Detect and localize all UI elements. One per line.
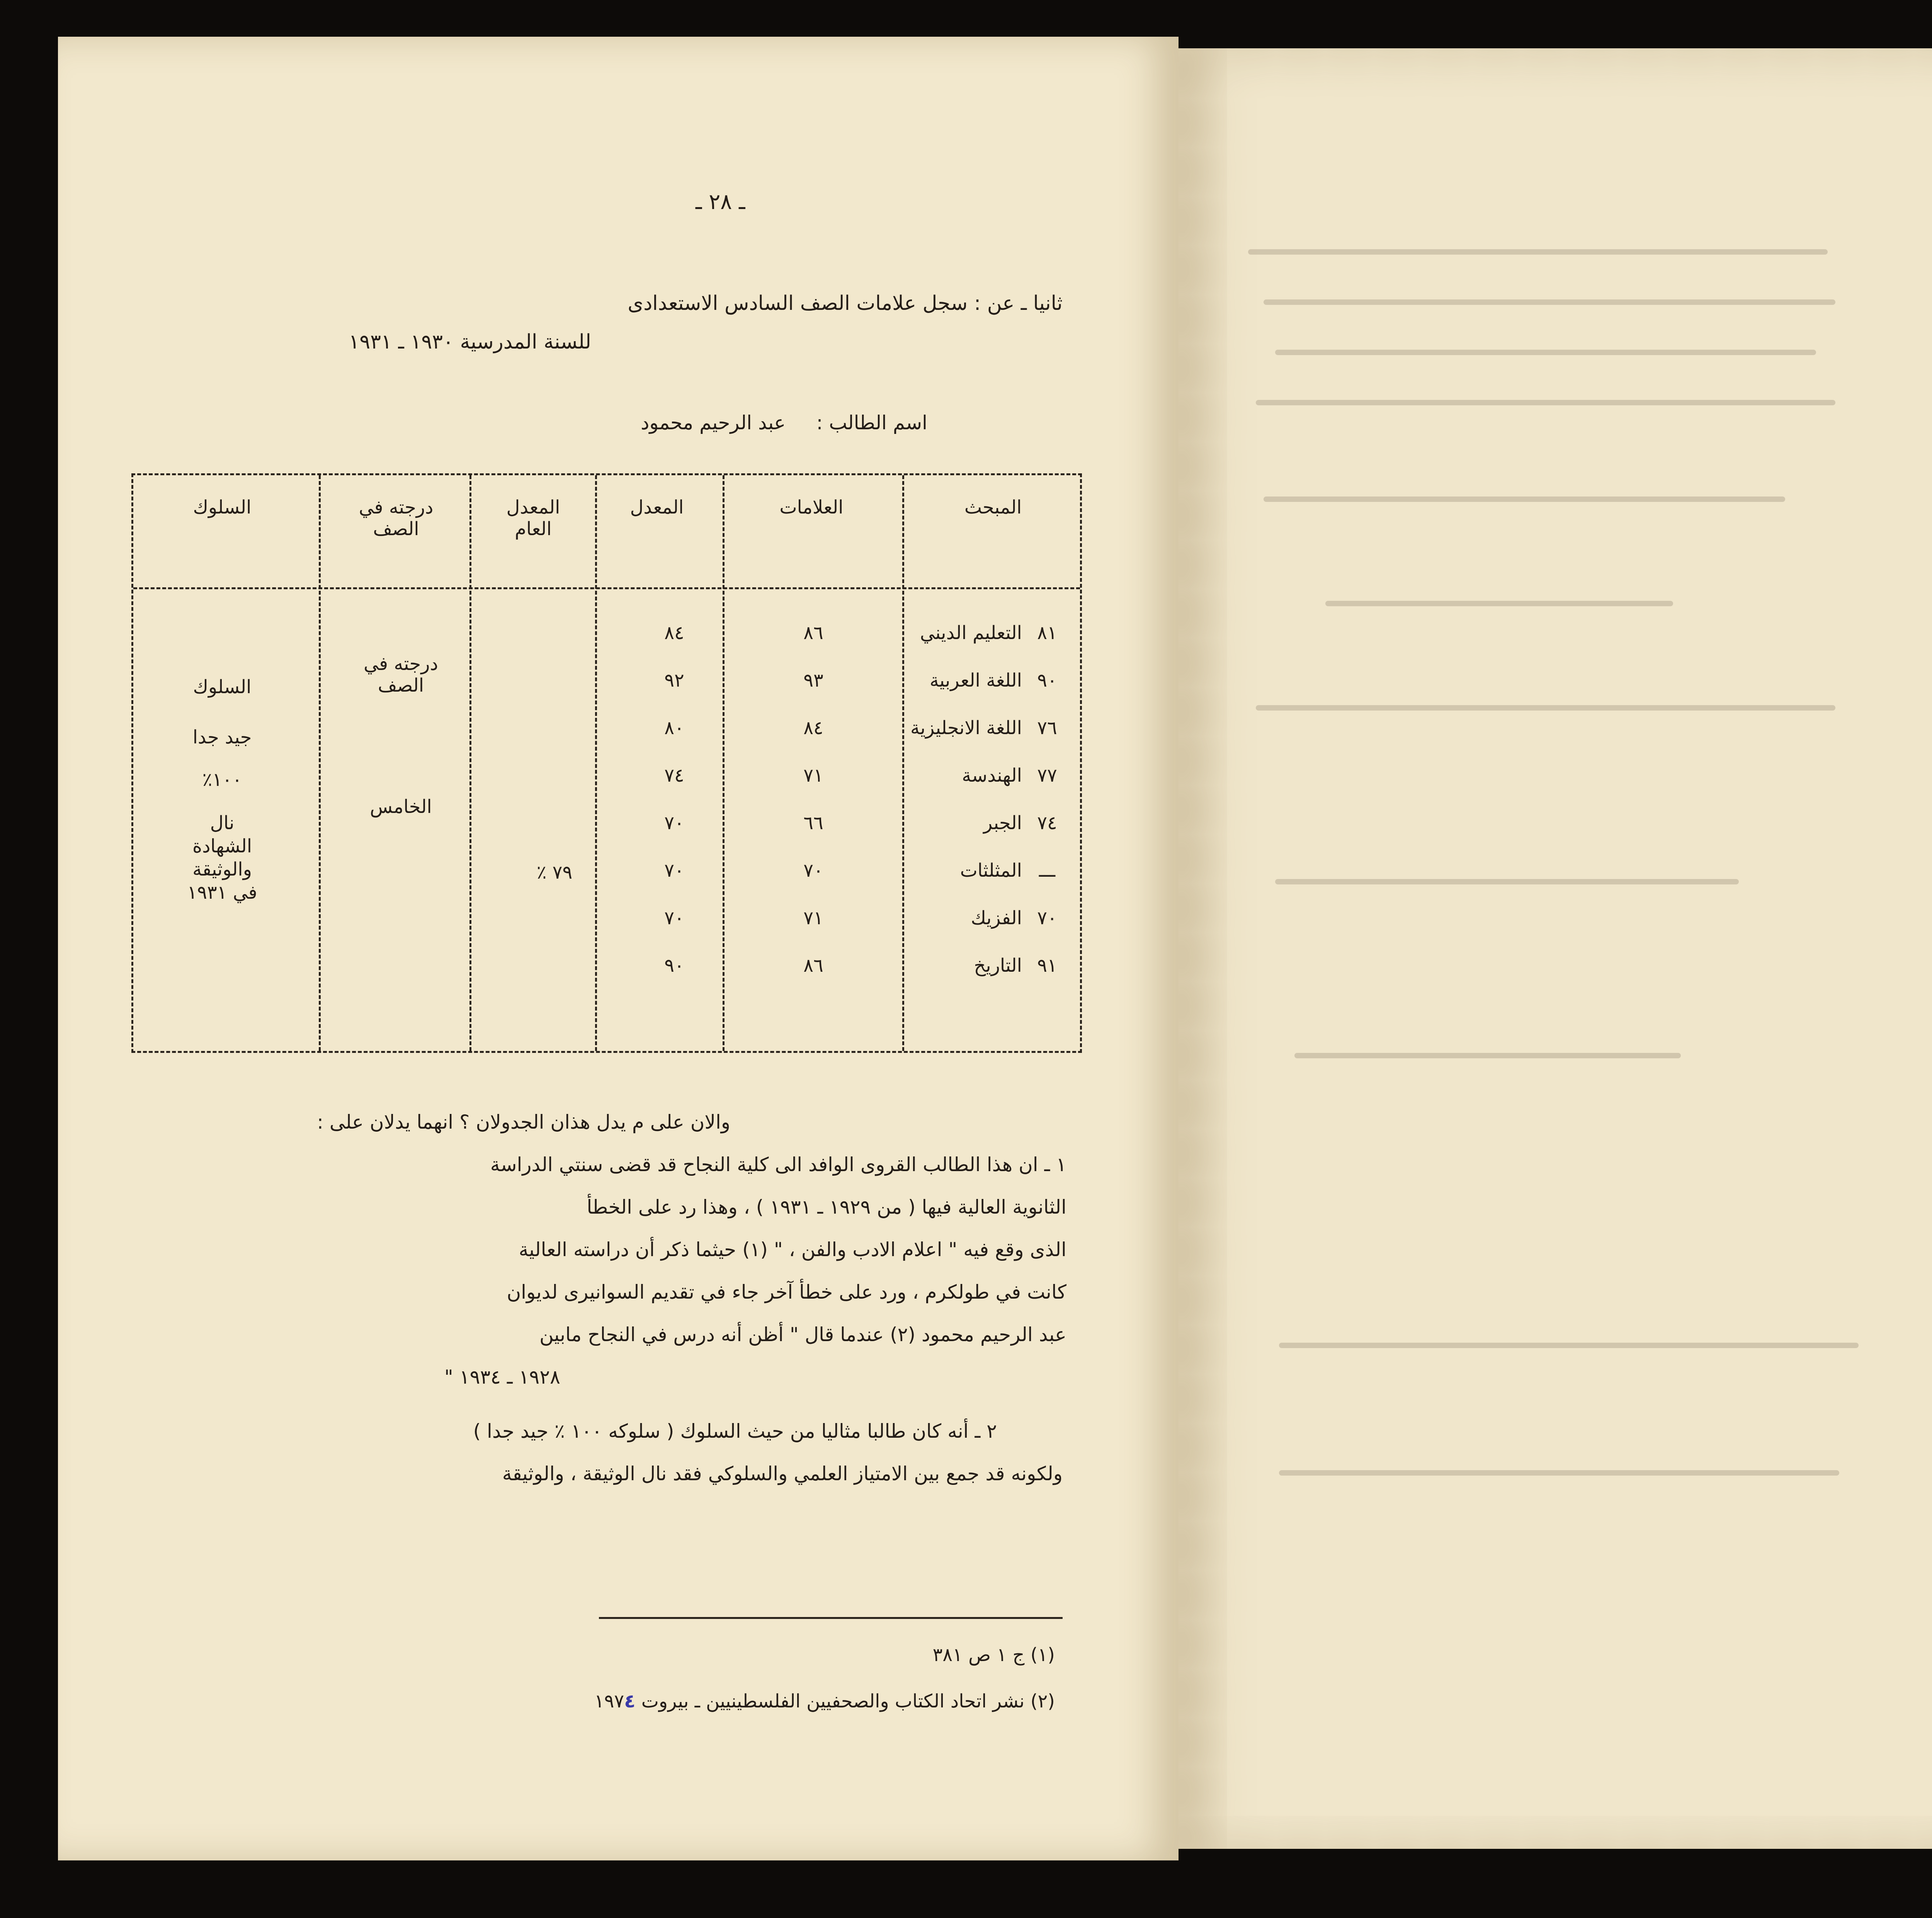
right-page xyxy=(1179,48,1932,1849)
subject-cell: المثلثات xyxy=(960,860,1022,881)
mark-cell: ٩٣ xyxy=(803,670,823,691)
subject-cell: التاريخ xyxy=(974,955,1022,976)
class-rank-value: الخامس xyxy=(370,796,432,818)
conduct-note: نال الشهادة والوثيقة في ١٩٣١ xyxy=(187,812,257,903)
col-divider xyxy=(595,475,597,1051)
mark-cell: ٩٠ xyxy=(1037,670,1057,691)
body-line: عبد الرحيم محمود (٢) عندما قال " أظن أنه درس في النجاح مابين xyxy=(539,1323,1066,1346)
average-cell: ٨٠ xyxy=(664,717,684,739)
mark-cell: ـــ xyxy=(1039,860,1056,881)
average-cell: ٧٠ xyxy=(664,812,684,834)
mark-cell: ٨٦ xyxy=(803,622,823,644)
grades-table xyxy=(131,473,1082,1053)
col-divider xyxy=(469,475,471,1051)
average-cell: ٩٢ xyxy=(664,670,684,691)
bleed-through xyxy=(1248,249,1828,255)
header-average: المعدل xyxy=(630,497,684,518)
student-label: اسم الطالب : xyxy=(816,411,927,434)
bleed-through xyxy=(1294,1053,1681,1058)
heading-line-2: للسنة المدرسية ١٩٣٠ ـ ١٩٣١ xyxy=(349,330,591,354)
subject-cell: التعليم الديني xyxy=(920,622,1022,644)
header-divider xyxy=(133,587,1080,589)
handwritten-digit: ٤ xyxy=(624,1690,636,1712)
body-line: والان على م يدل هذان الجدولان ؟ انهما يدلان على : xyxy=(317,1111,730,1133)
mark-cell: ٩١ xyxy=(1037,955,1057,976)
student-name: عبد الرحيم محمود xyxy=(641,411,786,434)
body-line: الثانوية العالية فيها ( من ١٩٢٩ ـ ١٩٣١ ) ، وهذا رد على الخطأ xyxy=(587,1196,1066,1218)
student-name-line xyxy=(641,411,927,434)
bleed-through xyxy=(1279,1470,1839,1476)
conduct-label: السلوك xyxy=(193,676,252,698)
body-line: ٢ ـ أنه كان طالبا مثاليا من حيث السلوك ( سلوكه ١٠٠ ٪ جيد جدا ) xyxy=(473,1420,997,1442)
header-general-average: المعدل العام xyxy=(506,497,560,540)
subject-cell: اللغة العربية xyxy=(929,670,1022,691)
conduct-percent: ١٠٠٪ xyxy=(202,769,242,791)
mark-cell: ٧٦ xyxy=(1037,717,1057,739)
mark-cell: ٦٦ xyxy=(803,812,823,834)
col-divider xyxy=(319,475,321,1051)
mark-cell: ٧٠ xyxy=(803,860,823,881)
subject-cell: الهندسة xyxy=(962,765,1022,786)
conduct-grade: جيد جدا xyxy=(192,726,252,748)
bleed-through xyxy=(1256,705,1835,711)
bleed-through xyxy=(1264,299,1835,305)
page-number: ـ ٢٨ ـ xyxy=(696,189,745,214)
footnote-2: (٢) نشر اتحاد الكتاب والصحفيين الفلسطينيين ـ بيروت ١٩٧٤ xyxy=(594,1690,1055,1712)
body-line: ١٩٢٨ ـ ١٩٣٤ " xyxy=(444,1366,560,1388)
body-line: ١ ـ ان هذا الطالب القروى الوافد الى كلية النجاح قد قضى سنتي الدراسة xyxy=(490,1153,1066,1176)
header-subject: المبحث xyxy=(964,497,1022,518)
header-marks: العلامات xyxy=(779,497,844,518)
mark-cell: ٧٧ xyxy=(1037,765,1057,786)
average-cell: ٧٠ xyxy=(664,860,684,881)
average-cell: ٧٤ xyxy=(664,765,684,786)
mark-cell: ٧٠ xyxy=(1037,907,1057,929)
bleed-through xyxy=(1256,400,1835,405)
average-cell: ٩٠ xyxy=(664,955,684,976)
book-spread xyxy=(58,37,1932,1860)
bleed-through xyxy=(1325,601,1673,606)
header-conduct: السلوك xyxy=(193,497,252,518)
average-cell: ٨٤ xyxy=(664,622,684,644)
bleed-through xyxy=(1264,497,1785,502)
class-rank-label: درجته في الصف xyxy=(364,653,438,696)
heading-line-1: ثانيا ـ عن : سجل علامات الصف السادس الاستعدادى xyxy=(628,292,1063,315)
left-page xyxy=(58,37,1179,1860)
bleed-through xyxy=(1275,350,1816,355)
body-line: كانت في طولكرم ، ورد على خطأ آخر جاء في تقديم السوانيرى لديوان xyxy=(507,1281,1066,1303)
mark-cell: ٧٤ xyxy=(1037,812,1057,834)
mark-cell: ٨٦ xyxy=(803,955,823,976)
mark-cell: ٧١ xyxy=(803,765,823,786)
bleed-through xyxy=(1275,879,1739,884)
body-line: ولكونه قد جمع بين الامتياز العلمي والسلوكي فقد نال الوثيقة ، والوثيقة xyxy=(502,1462,1063,1485)
subject-cell: اللغة الانجليزية xyxy=(910,717,1022,739)
footnote-rule xyxy=(599,1617,1063,1619)
general-average-value: ٧٩ ٪ xyxy=(536,862,573,883)
subject-cell: الفزيك xyxy=(971,907,1022,929)
mark-cell: ٧١ xyxy=(803,907,823,929)
footnote-1: (١) ج ١ ص ٣٨١ xyxy=(932,1644,1055,1666)
subject-cell: الجبر xyxy=(983,812,1022,834)
average-cell: ٧٠ xyxy=(664,907,684,929)
mark-cell: ٨١ xyxy=(1037,622,1057,644)
body-line: الذى وقع فيه " اعلام الادب والفن ، " (١) حيثما ذكر أن دراسته العالية xyxy=(519,1238,1066,1261)
header-class-rank: درجته في الصف xyxy=(359,497,434,540)
mark-cell: ٨٤ xyxy=(803,717,823,739)
bleed-through xyxy=(1279,1343,1859,1348)
